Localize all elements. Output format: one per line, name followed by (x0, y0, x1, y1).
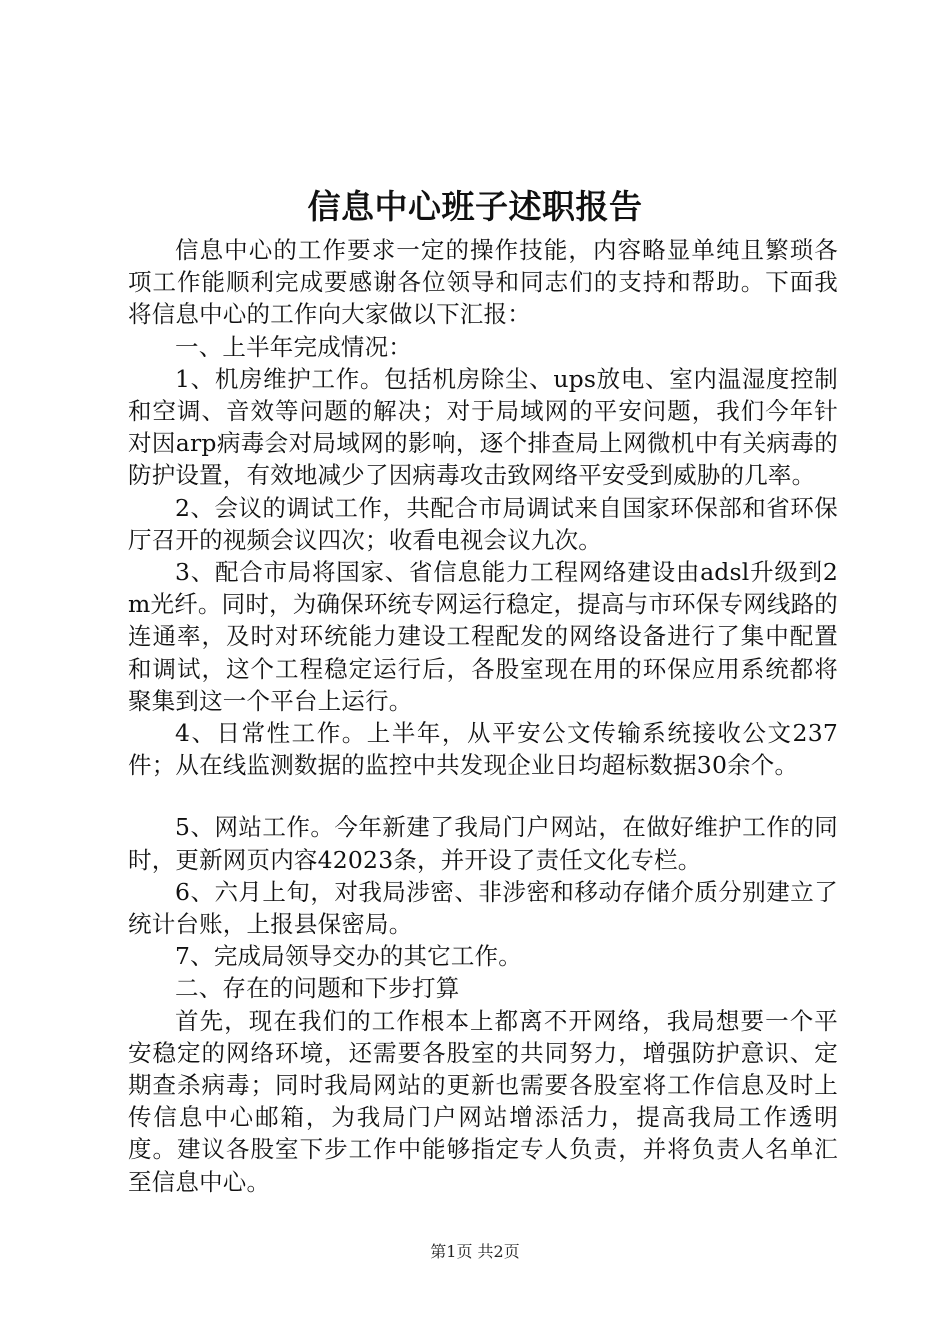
item-2-paragraph: 2、会议的调试工作，共配合市局调试来自国家环保部和省环保厅召开的视频会议四次；收看电视会议九次。 (128, 493, 838, 554)
item-6-paragraph: 6、六月上旬，对我局涉密、非涉密和移动存储介质分别建立了统计台账，上报县保密局。 (128, 877, 838, 939)
page-number-footer: 第1页 共2页 (430, 1242, 520, 1261)
item-4-paragraph: 4、日常性工作。上半年，从平安公文传输系统接收公文237件；从在线监测数据的监控中共发现企业日均超标数据30余个。 (128, 719, 838, 780)
intro-paragraph: 信息中心的工作要求一定的操作技能，内容略显单纯且繁琐各项工作能顺利完成要感谢各位领导和同志们的支持和帮助。下面我将信息中心的工作向大家做以下汇报： (128, 236, 838, 329)
document-body (128, 234, 838, 1198)
document-title: 信息中心班子述职报告 (307, 187, 643, 226)
item-5-paragraph: 5、网站工作。今年新建了我局门户网站，在做好维护工作的同时，更新网页内容42023条，并开设了责任文化专栏。 (128, 813, 838, 874)
section-heading-problems: 二、存在的问题和下步打算 (175, 974, 460, 1003)
item-7-paragraph: 7、完成局领导交办的其它工作。 (175, 942, 522, 971)
item-3-paragraph: 3、配合市局将国家、省信息能力工程网络建设由adsl升级到2m光纤。同时，为确保环统专网运行稳定，提高与市环保专网线路的连通率，及时对环统能力建设工程配发的网络设备进行了集中配置和调试，这个工程稳定运行后，各股室现在用的环保应用系统都将聚集到这一个平台上运行。 (128, 558, 838, 715)
section-heading-first-half: 一、上半年完成情况： (175, 332, 412, 361)
closing-paragraph: 首先，现在我们的工作根本上都离不开网络，我局想要一个平安稳定的网络环境，还需要各股室的共同努力，增强防护意识、定期查杀病毒；同时我局网站的更新也需要各股室将工作信息及时上传信息中心邮箱，为我局门户网站增添活力，提高我局工作透明度。建议各股室下步工作中能够指定专人负责，并将负责人名单汇至信息中心。 (128, 1006, 838, 1196)
item-1-paragraph: 1、机房维护工作。包括机房除尘、ups放电、室内温湿度控制和空调、音效等问题的解决；对于局域网的平安问题，我们今年针对因arp病毒会对局域网的影响，逐个排查局上网微机中有关病毒的防护设置，有效地减少了因病毒攻击致网络平安受到威胁的几率。 (128, 364, 838, 490)
